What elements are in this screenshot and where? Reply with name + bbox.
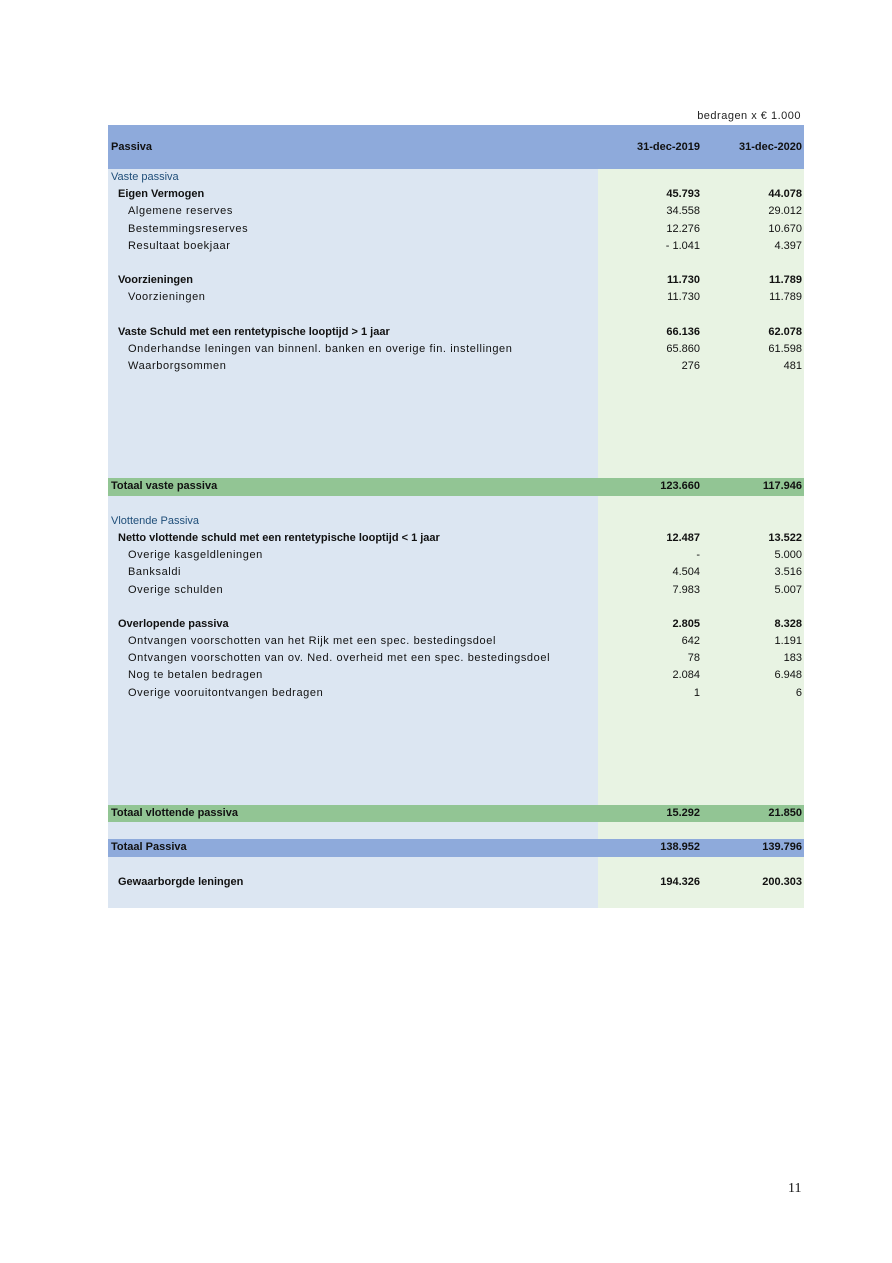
row-value-2019: - <box>696 549 700 562</box>
table-row <box>108 650 804 667</box>
table-row <box>108 667 804 684</box>
table-row <box>108 582 804 599</box>
table-row <box>108 685 804 702</box>
row-label <box>108 410 596 427</box>
row-label: Netto vlottende schuld met een rentetypische looptijd < 1 jaar <box>118 531 440 544</box>
row-label: Overige vooruitontvangen bedragen <box>128 686 324 699</box>
row-value-2019 <box>596 702 704 719</box>
row-label <box>108 427 596 444</box>
row-value-2019: 11.730 <box>666 274 700 287</box>
table-row <box>108 564 804 581</box>
row-value-2019 <box>596 307 704 324</box>
row-value-2020 <box>704 719 804 736</box>
header-col-2020: 31-dec-2020 <box>739 141 802 153</box>
row-value-2019 <box>596 461 704 478</box>
row-label: Resultaat boekjaar <box>128 239 231 252</box>
row-value-2020 <box>704 392 804 409</box>
row-value-2019: 15.292 <box>666 806 700 819</box>
table-row <box>108 513 804 530</box>
row-value-2019 <box>596 444 704 461</box>
table-row <box>108 238 804 255</box>
table-row <box>108 203 804 220</box>
table-row <box>108 891 804 908</box>
row-label: Ontvangen voorschotten van het Rijk met een spec. bestedingsdoel <box>128 635 496 648</box>
row-label: Voorzieningen <box>128 291 206 304</box>
row-value-2020 <box>704 255 804 272</box>
row-value-2019: 66.136 <box>666 325 700 338</box>
row-value-2020 <box>704 771 804 788</box>
header-col-2019: 31-dec-2019 <box>637 141 700 153</box>
table-row <box>108 375 804 392</box>
row-label <box>108 307 596 324</box>
row-value-2019: - 1.041 <box>665 239 700 252</box>
row-value-2020 <box>704 702 804 719</box>
row-value-2019 <box>596 375 704 392</box>
row-label <box>108 788 596 805</box>
row-label: Algemene reserves <box>128 205 233 218</box>
row-value-2019: 138.952 <box>660 841 700 854</box>
row-label <box>108 375 596 392</box>
row-value-2020 <box>704 753 804 770</box>
row-value-2020: 21.850 <box>768 806 802 819</box>
row-value-2020: 200.303 <box>762 875 802 888</box>
table-row <box>108 736 804 753</box>
row-value-2020: 44.078 <box>768 188 802 201</box>
row-value-2019: 2.084 <box>672 669 700 682</box>
table-row <box>108 702 804 719</box>
row-value-2020: 29.012 <box>768 205 802 218</box>
table-row <box>108 599 804 616</box>
header-label: Passiva <box>111 141 152 153</box>
row-label <box>108 891 596 908</box>
row-label: Bestemmingsreserves <box>128 222 249 235</box>
row-value-2020 <box>704 736 804 753</box>
table-row <box>108 633 804 650</box>
row-value-2019: 642 <box>681 635 700 648</box>
table-row <box>108 530 804 547</box>
row-label: Waarborgsommen <box>128 360 227 373</box>
table-header <box>108 125 804 169</box>
table-row <box>108 496 804 513</box>
table-row <box>108 788 804 805</box>
table-row <box>108 324 804 341</box>
row-value-2019: 1 <box>693 686 700 699</box>
row-value-2020: 117.946 <box>762 480 802 493</box>
table-row <box>108 461 804 478</box>
row-value-2019 <box>596 753 704 770</box>
row-value-2019 <box>596 410 704 427</box>
table-row <box>108 427 804 444</box>
row-value-2019: 194.326 <box>660 875 700 888</box>
row-label: Totaal vaste passiva <box>111 480 218 493</box>
row-label <box>108 599 596 616</box>
row-value-2019 <box>596 736 704 753</box>
table-row <box>108 719 804 736</box>
row-value-2020 <box>704 599 804 616</box>
table-row <box>108 410 804 427</box>
row-label <box>108 702 596 719</box>
table-row <box>108 478 804 495</box>
table-row <box>108 186 804 203</box>
row-label: Banksaldi <box>128 566 182 579</box>
row-value-2019 <box>596 392 704 409</box>
table-row <box>108 753 804 770</box>
row-value-2019 <box>596 771 704 788</box>
row-value-2019: 276 <box>681 360 700 373</box>
row-value-2020: 11.789 <box>768 274 802 287</box>
row-value-2020: 6 <box>795 686 802 699</box>
table-row <box>108 616 804 633</box>
row-value-2019 <box>596 857 704 874</box>
row-label <box>108 736 596 753</box>
row-label <box>108 822 596 839</box>
row-value-2019 <box>596 788 704 805</box>
row-value-2019: 7.983 <box>672 583 700 596</box>
row-value-2019: 78 <box>687 652 700 665</box>
table-row <box>108 547 804 564</box>
table-row <box>108 857 804 874</box>
row-value-2020 <box>704 410 804 427</box>
row-value-2019: 12.276 <box>666 222 700 235</box>
row-label: Eigen Vermogen <box>118 188 205 201</box>
row-label: Vlottende Passiva <box>111 514 200 527</box>
row-value-2020: 1.191 <box>774 635 802 648</box>
row-label <box>108 719 596 736</box>
table-row <box>108 839 804 856</box>
row-value-2019 <box>596 599 704 616</box>
row-label: Voorzieningen <box>118 274 193 287</box>
row-label: Totaal vlottende passiva <box>111 806 238 819</box>
row-value-2020: 6.948 <box>774 669 802 682</box>
row-label <box>108 857 596 874</box>
row-value-2019: 12.487 <box>666 531 700 544</box>
row-value-2020: 61.598 <box>768 342 802 355</box>
row-value-2020 <box>704 444 804 461</box>
row-value-2019: 11.730 <box>667 291 700 304</box>
row-value-2020 <box>704 461 804 478</box>
row-label: Vaste passiva <box>111 171 179 183</box>
table-row <box>108 822 804 839</box>
row-value-2020 <box>704 375 804 392</box>
row-value-2020 <box>704 496 804 513</box>
row-value-2019: 34.558 <box>666 205 700 218</box>
row-value-2019: 4.504 <box>672 566 700 579</box>
row-label: Overige kasgeldleningen <box>128 549 263 562</box>
table-row <box>108 169 804 186</box>
row-value-2020: 11.789 <box>769 291 802 304</box>
row-value-2020: 62.078 <box>768 325 802 338</box>
row-value-2020: 481 <box>783 360 802 373</box>
table-row <box>108 307 804 324</box>
row-value-2019 <box>596 427 704 444</box>
row-value-2019 <box>596 891 704 908</box>
row-label <box>108 753 596 770</box>
table-body <box>108 169 804 908</box>
row-label <box>108 461 596 478</box>
row-value-2020: 10.670 <box>768 222 802 235</box>
row-value-2020 <box>704 857 804 874</box>
row-value-2020: 8.328 <box>774 617 802 630</box>
row-label <box>108 392 596 409</box>
row-label <box>108 771 596 788</box>
row-label <box>108 255 596 272</box>
table-row <box>108 341 804 358</box>
row-label: Gewaarborgde leningen <box>118 875 244 888</box>
row-value-2019 <box>596 255 704 272</box>
row-value-2019: 2.805 <box>672 617 700 630</box>
row-label: Onderhandse leningen van binnenl. banken en overige fin. instellingen <box>128 342 513 355</box>
row-value-2019 <box>596 719 704 736</box>
page-number: 11 <box>788 1181 802 1196</box>
table-row <box>108 255 804 272</box>
row-value-2019 <box>596 822 704 839</box>
table-row <box>108 221 804 238</box>
row-value-2019 <box>596 169 704 186</box>
row-value-2020 <box>704 307 804 324</box>
row-label <box>108 444 596 461</box>
row-value-2019: 45.793 <box>666 188 700 201</box>
passiva-table <box>108 125 804 908</box>
row-value-2020 <box>704 169 804 186</box>
table-row <box>108 444 804 461</box>
row-label: Overige schulden <box>128 583 224 596</box>
table-row <box>108 289 804 306</box>
row-value-2020: 3.516 <box>774 566 802 579</box>
row-label: Nog te betalen bedragen <box>128 669 263 682</box>
table-row <box>108 771 804 788</box>
row-value-2020: 183 <box>783 652 802 665</box>
row-value-2020 <box>704 891 804 908</box>
row-label: Ontvangen voorschotten van ov. Ned. overheid met een spec. bestedingsdoel <box>128 652 551 665</box>
row-label: Overlopende passiva <box>118 617 229 630</box>
table-row <box>108 358 804 375</box>
row-value-2020: 139.796 <box>762 841 802 854</box>
row-label: Totaal Passiva <box>111 841 187 854</box>
row-value-2020 <box>704 822 804 839</box>
row-value-2020 <box>704 788 804 805</box>
row-value-2019: 123.660 <box>660 480 700 493</box>
row-value-2020: 5.000 <box>774 549 802 562</box>
table-row <box>108 272 804 289</box>
row-value-2020: 5.007 <box>774 583 802 596</box>
row-value-2020 <box>704 427 804 444</box>
row-value-2020 <box>704 513 804 530</box>
row-label: Vaste Schuld met een rentetypische looptijd > 1 jaar <box>118 325 390 338</box>
row-value-2019: 65.860 <box>666 342 700 355</box>
row-value-2020: 13.522 <box>768 531 802 544</box>
row-label <box>108 496 596 513</box>
row-value-2020: 4.397 <box>774 239 802 252</box>
row-value-2019 <box>596 513 704 530</box>
row-value-2019 <box>596 496 704 513</box>
table-row <box>108 805 804 822</box>
table-row <box>108 874 804 891</box>
units-note: bedragen x € 1.000 <box>697 110 801 122</box>
table-row <box>108 392 804 409</box>
